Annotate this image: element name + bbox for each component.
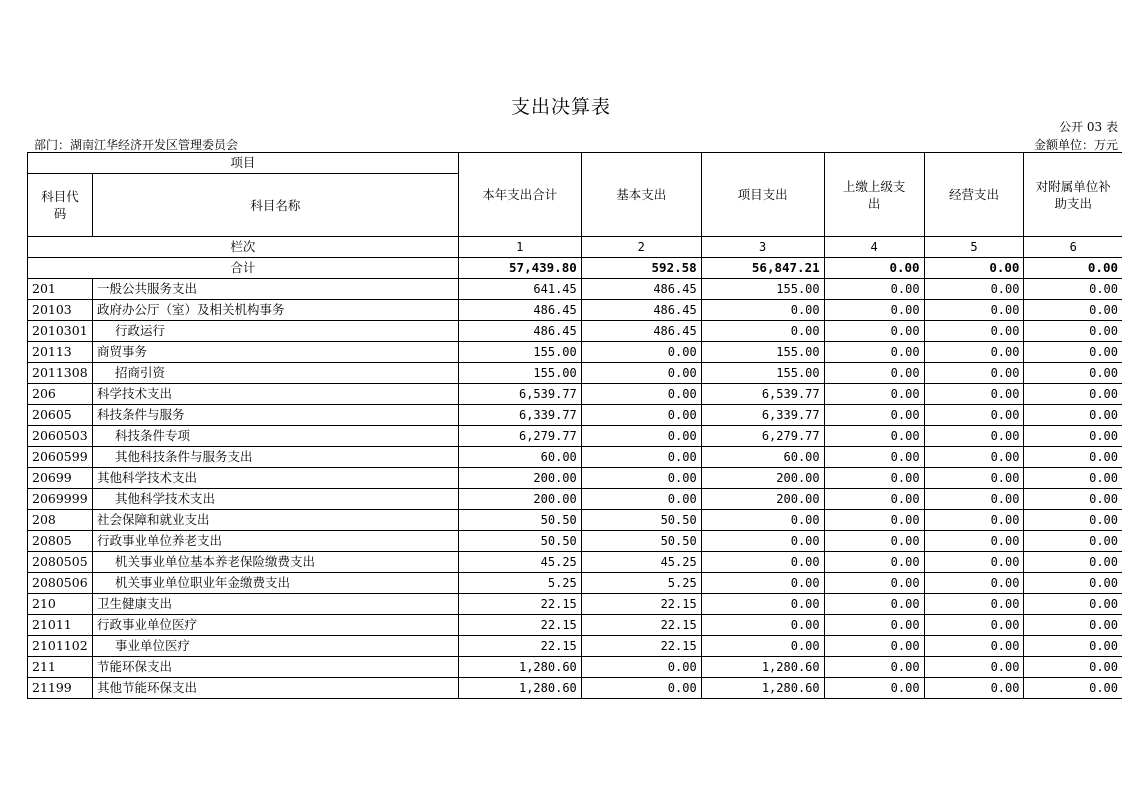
amount-cell: 0.00: [924, 573, 1024, 594]
amount-cell: 6,279.77: [701, 426, 824, 447]
total-label: 合计: [28, 258, 459, 279]
table-row: [28, 300, 1122, 321]
total-value: 57,439.80: [458, 258, 581, 279]
amount-unit-label: 金额单位：万元: [1033, 138, 1118, 152]
table-row: [28, 468, 1122, 489]
subject-code: 2010301: [28, 321, 93, 342]
amount-cell: 5.25: [458, 573, 581, 594]
amount-cell: 0.00: [824, 552, 924, 573]
amount-cell: 0.00: [824, 279, 924, 300]
table-row: [28, 552, 1122, 573]
amount-cell: 200.00: [701, 468, 824, 489]
amount-cell: 0.00: [924, 279, 1024, 300]
table-body: [28, 153, 1122, 699]
total-value: 592.58: [581, 258, 701, 279]
header-upper: 上缴上级支出: [824, 153, 924, 237]
amount-cell: 0.00: [1024, 342, 1122, 363]
amount-cell: 22.15: [581, 615, 701, 636]
subject-code: 20699: [28, 468, 93, 489]
subject-code: 210: [28, 594, 93, 615]
amount-cell: 0.00: [824, 489, 924, 510]
header-code: 科目代码: [28, 174, 93, 237]
table-row: [28, 510, 1122, 531]
amount-cell: 0.00: [701, 594, 824, 615]
amount-cell: 0.00: [1024, 636, 1122, 657]
amount-cell: 45.25: [581, 552, 701, 573]
amount-cell: 0.00: [824, 342, 924, 363]
amount-cell: 0.00: [701, 573, 824, 594]
amount-cell: 50.50: [458, 531, 581, 552]
subject-name: 其他科技条件与服务支出: [92, 447, 458, 468]
amount-cell: 6,539.77: [458, 384, 581, 405]
amount-cell: 0.00: [581, 447, 701, 468]
amount-cell: 0.00: [1024, 678, 1122, 699]
amount-cell: 0.00: [924, 552, 1024, 573]
subject-code: 2101102: [28, 636, 93, 657]
column-index-row: [28, 237, 1122, 258]
header-row-project: [28, 153, 1122, 174]
amount-cell: 0.00: [924, 657, 1024, 678]
amount-cell: 0.00: [924, 300, 1024, 321]
subject-name: 其他科学技术支出: [92, 489, 458, 510]
amount-cell: 0.00: [824, 510, 924, 531]
table-row: [28, 573, 1122, 594]
subject-code: 201: [28, 279, 93, 300]
amount-cell: 0.00: [924, 489, 1024, 510]
subject-code: 2069999: [28, 489, 93, 510]
subject-code: 2080505: [28, 552, 93, 573]
amount-cell: 0.00: [581, 678, 701, 699]
amount-cell: 0.00: [1024, 594, 1122, 615]
amount-cell: 22.15: [581, 594, 701, 615]
amount-cell: 0.00: [1024, 531, 1122, 552]
subject-name: 商贸事务: [92, 342, 458, 363]
amount-cell: 0.00: [1024, 447, 1122, 468]
amount-cell: 0.00: [581, 657, 701, 678]
amount-cell: 0.00: [924, 531, 1024, 552]
amount-cell: 200.00: [458, 489, 581, 510]
amount-cell: 0.00: [824, 321, 924, 342]
amount-cell: 0.00: [824, 573, 924, 594]
amount-cell: 0.00: [824, 384, 924, 405]
amount-cell: 0.00: [701, 531, 824, 552]
subject-code: 21011: [28, 615, 93, 636]
subject-name: 社会保障和就业支出: [92, 510, 458, 531]
amount-cell: 0.00: [924, 321, 1024, 342]
subject-name: 行政事业单位医疗: [92, 615, 458, 636]
amount-cell: 0.00: [924, 426, 1024, 447]
header-business: 经营支出: [924, 153, 1024, 237]
table-row: [28, 447, 1122, 468]
header-subsidy: 对附属单位补助支出: [1024, 153, 1122, 237]
table-row: [28, 678, 1122, 699]
table-row: [28, 636, 1122, 657]
amount-cell: 0.00: [1024, 405, 1122, 426]
amount-cell: 6,539.77: [701, 384, 824, 405]
total-value: 0.00: [1024, 258, 1122, 279]
subject-name: 科技条件与服务: [92, 405, 458, 426]
amount-cell: 0.00: [924, 594, 1024, 615]
subject-name: 机关事业单位职业年金缴费支出: [92, 573, 458, 594]
amount-cell: 155.00: [458, 363, 581, 384]
amount-cell: 0.00: [824, 615, 924, 636]
amount-cell: 1,280.60: [701, 657, 824, 678]
amount-cell: 45.25: [458, 552, 581, 573]
amount-cell: 50.50: [581, 510, 701, 531]
amount-cell: 155.00: [701, 279, 824, 300]
amount-cell: 0.00: [581, 363, 701, 384]
table-row: [28, 363, 1122, 384]
amount-cell: 0.00: [701, 552, 824, 573]
subject-code: 21199: [28, 678, 93, 699]
table-row: [28, 384, 1122, 405]
amount-cell: 0.00: [824, 300, 924, 321]
subject-name: 科技条件专项: [92, 426, 458, 447]
amount-cell: 0.00: [1024, 300, 1122, 321]
subject-name: 其他科学技术支出: [92, 468, 458, 489]
amount-cell: 155.00: [701, 363, 824, 384]
table-row: [28, 426, 1122, 447]
subject-code: 20103: [28, 300, 93, 321]
amount-cell: 0.00: [924, 615, 1024, 636]
amount-cell: 22.15: [581, 636, 701, 657]
amount-cell: 0.00: [581, 489, 701, 510]
amount-cell: 1,280.60: [458, 657, 581, 678]
amount-cell: 6,339.77: [458, 405, 581, 426]
amount-cell: 0.00: [1024, 468, 1122, 489]
amount-cell: 0.00: [1024, 510, 1122, 531]
table-row: [28, 657, 1122, 678]
subject-name: 招商引资: [92, 363, 458, 384]
amount-cell: 0.00: [924, 447, 1024, 468]
subject-code: 211: [28, 657, 93, 678]
subject-code: 2080506: [28, 573, 93, 594]
amount-cell: 0.00: [1024, 552, 1122, 573]
subject-name: 卫生健康支出: [92, 594, 458, 615]
table-row: [28, 321, 1122, 342]
amount-cell: 1,280.60: [701, 678, 824, 699]
amount-cell: 0.00: [1024, 279, 1122, 300]
amount-cell: 0.00: [1024, 657, 1122, 678]
total-value: 0.00: [924, 258, 1024, 279]
amount-cell: 0.00: [824, 405, 924, 426]
amount-cell: 6,279.77: [458, 426, 581, 447]
amount-cell: 200.00: [701, 489, 824, 510]
amount-cell: 0.00: [824, 468, 924, 489]
amount-cell: 0.00: [701, 510, 824, 531]
header-project: 项目: [28, 153, 459, 174]
table-row: [28, 489, 1122, 510]
amount-cell: 0.00: [824, 594, 924, 615]
expenditure-table: [27, 152, 1122, 699]
amount-cell: 1,280.60: [458, 678, 581, 699]
column-index-cell: 2: [581, 237, 701, 258]
total-value: 56,847.21: [701, 258, 824, 279]
table-row: [28, 531, 1122, 552]
amount-cell: 486.45: [581, 321, 701, 342]
subject-code: 20805: [28, 531, 93, 552]
amount-cell: 0.00: [824, 636, 924, 657]
amount-cell: 0.00: [924, 468, 1024, 489]
department-label: 部门：湖南江华经济开发区管理委员会: [34, 138, 239, 152]
amount-cell: 0.00: [1024, 321, 1122, 342]
table-row: [28, 615, 1122, 636]
amount-cell: 0.00: [924, 636, 1024, 657]
amount-cell: 200.00: [458, 468, 581, 489]
table-row: [28, 594, 1122, 615]
amount-cell: 155.00: [701, 342, 824, 363]
amount-cell: 0.00: [1024, 426, 1122, 447]
column-index-cell: 3: [701, 237, 824, 258]
column-index-cell: 1: [458, 237, 581, 258]
amount-cell: 0.00: [701, 321, 824, 342]
amount-cell: 22.15: [458, 615, 581, 636]
amount-cell: 0.00: [924, 678, 1024, 699]
column-index-cell: 4: [824, 237, 924, 258]
subject-name: 机关事业单位基本养老保险缴费支出: [92, 552, 458, 573]
amount-cell: 0.00: [701, 636, 824, 657]
subject-name: 行政事业单位养老支出: [92, 531, 458, 552]
amount-cell: 0.00: [824, 363, 924, 384]
amount-cell: 0.00: [701, 615, 824, 636]
amount-cell: 0.00: [824, 657, 924, 678]
amount-cell: 0.00: [824, 426, 924, 447]
amount-cell: 22.15: [458, 594, 581, 615]
amount-cell: 0.00: [1024, 363, 1122, 384]
amount-cell: 5.25: [581, 573, 701, 594]
amount-cell: 641.45: [458, 279, 581, 300]
subject-code: 2060599: [28, 447, 93, 468]
subject-code: 20113: [28, 342, 93, 363]
column-index-cell: 5: [924, 237, 1024, 258]
column-index-cell: 6: [1024, 237, 1122, 258]
report-title: 支出决算表: [510, 96, 611, 118]
subject-name: 一般公共服务支出: [92, 279, 458, 300]
amount-cell: 0.00: [581, 468, 701, 489]
amount-cell: 0.00: [1024, 384, 1122, 405]
amount-cell: 0.00: [924, 510, 1024, 531]
amount-cell: 0.00: [1024, 573, 1122, 594]
total-value: 0.00: [824, 258, 924, 279]
amount-cell: 0.00: [924, 342, 1024, 363]
amount-cell: 486.45: [458, 321, 581, 342]
amount-cell: 0.00: [824, 447, 924, 468]
amount-cell: 50.50: [458, 510, 581, 531]
header-project-expenditure: 项目支出: [701, 153, 824, 237]
subject-name: 其他节能环保支出: [92, 678, 458, 699]
amount-cell: 0.00: [581, 426, 701, 447]
subject-code: 2060503: [28, 426, 93, 447]
subject-name: 行政运行: [92, 321, 458, 342]
subject-name: 政府办公厅（室）及相关机构事务: [92, 300, 458, 321]
header-basic: 基本支出: [581, 153, 701, 237]
subject-code: 2011308: [28, 363, 93, 384]
amount-cell: 0.00: [701, 300, 824, 321]
amount-cell: 0.00: [824, 531, 924, 552]
form-number: 公开 03 表: [1059, 120, 1118, 134]
table-row: [28, 405, 1122, 426]
subject-code: 20605: [28, 405, 93, 426]
amount-cell: 486.45: [458, 300, 581, 321]
amount-cell: 22.15: [458, 636, 581, 657]
amount-cell: 0.00: [581, 405, 701, 426]
amount-cell: 60.00: [458, 447, 581, 468]
column-index-label: 栏次: [28, 237, 459, 258]
amount-cell: 0.00: [824, 678, 924, 699]
amount-cell: 6,339.77: [701, 405, 824, 426]
amount-cell: 0.00: [1024, 489, 1122, 510]
amount-cell: 486.45: [581, 300, 701, 321]
subject-name: 节能环保支出: [92, 657, 458, 678]
subject-code: 208: [28, 510, 93, 531]
amount-cell: 0.00: [581, 342, 701, 363]
amount-cell: 0.00: [581, 384, 701, 405]
total-row: [28, 258, 1122, 279]
table-row: [28, 342, 1122, 363]
header-name: 科目名称: [92, 174, 458, 237]
subject-name: 科学技术支出: [92, 384, 458, 405]
amount-cell: 0.00: [924, 405, 1024, 426]
amount-cell: 0.00: [924, 384, 1024, 405]
amount-cell: 155.00: [458, 342, 581, 363]
subject-code: 206: [28, 384, 93, 405]
amount-cell: 50.50: [581, 531, 701, 552]
amount-cell: 0.00: [1024, 615, 1122, 636]
amount-cell: 486.45: [581, 279, 701, 300]
amount-cell: 0.00: [924, 363, 1024, 384]
subject-name: 事业单位医疗: [92, 636, 458, 657]
header-total: 本年支出合计: [458, 153, 581, 237]
amount-cell: 60.00: [701, 447, 824, 468]
table-row: [28, 279, 1122, 300]
